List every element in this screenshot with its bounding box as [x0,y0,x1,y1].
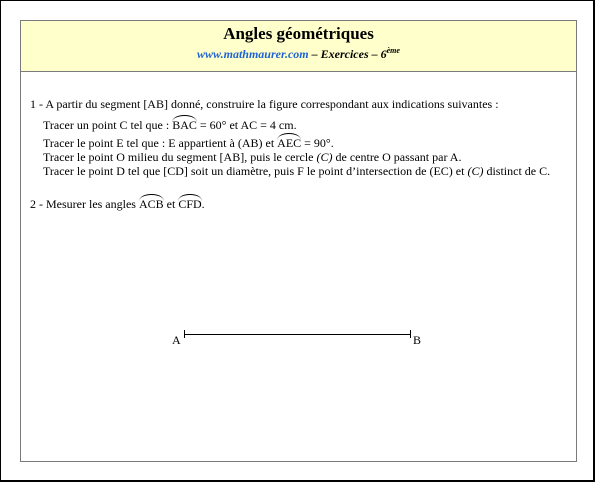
site-link[interactable]: www.mathmaurer.com [197,47,309,61]
line-text: = 60° et AC = 4 cm. [199,118,297,132]
exercise1-line1 [43,118,297,132]
angle-acb: ACB [138,197,164,211]
line-text: Tracer le point O milieu du segment [AB], puis le cercle [43,150,314,164]
header-banner [21,21,576,72]
line-text: distinct de C. [483,164,551,178]
angle-cfd: CFD [178,197,202,211]
circle-name: (C) [316,150,333,164]
exercise1-intro: 1 - A partir du segment [AB] donné, construire la figure correspondant aux indications suivantes : [30,97,499,111]
line-text: . [201,197,205,211]
segment-ab [184,334,411,335]
point-a-label: A [172,333,181,347]
angle-aec: AEC [277,136,302,150]
separator: – [308,47,321,61]
grade-label: 6 [380,47,387,61]
page-subtitle [21,46,576,62]
tick-a [184,330,185,338]
line-text: = 90°. [304,136,334,150]
separator: – [368,47,381,61]
worksheet [20,20,577,462]
exercise1-line3 [43,150,461,164]
circle-name: (C) [467,164,484,178]
grade-suffix: ème [386,46,400,55]
exercise1-line2 [43,136,334,150]
line-text: 2 - Mesurer les angles [30,197,136,211]
exercise2-line [30,197,205,211]
point-b-label: B [413,333,422,347]
line-text: et [163,197,179,211]
line-text: Tracer le point E tel que : E appartient à (AB) et [43,136,275,150]
line-text: de centre O passant par A. [332,150,462,164]
line-text: Tracer le point D tel que [CD] soit un diamètre, puis F le point d’intersection de (EC) et [43,164,465,178]
angle-bac: BAC [172,118,197,132]
line-text: Tracer un point C tel que : [43,118,170,132]
exercises-label: Exercices [320,47,369,61]
page-title: Angles géométriques [223,24,374,43]
tick-b [410,330,411,338]
exercise1-line4 [43,164,550,178]
